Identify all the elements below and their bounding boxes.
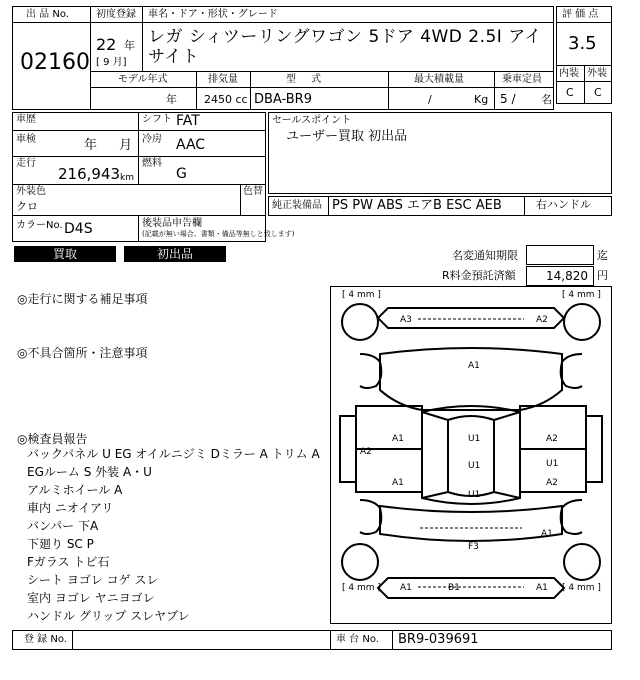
ac-label: 冷房 — [142, 134, 162, 145]
badge-first-listing: 初出品 — [124, 246, 226, 262]
exterior-label: 外装 — [587, 68, 607, 79]
report-line: 室内 ヨゴレ ヤニヨゴレ — [27, 591, 155, 605]
lot-number: 02160 — [20, 50, 90, 75]
transfer-deadline-suffix: 迄 — [597, 249, 608, 262]
reg-year-unit: 年 — [124, 39, 135, 52]
exterior-grade: C — [594, 86, 602, 99]
load-label: 最大積載量 — [414, 74, 464, 85]
type-value: DBA-BR9 — [254, 92, 312, 107]
score-value: 3.5 — [568, 33, 597, 54]
mark-roof-front: U1 — [468, 434, 481, 444]
left-step — [340, 416, 356, 482]
shift-label: シフト — [142, 114, 172, 125]
mark-right-rear-door: A2 — [546, 478, 558, 488]
tire-depth-br: [ 4 mm ] — [562, 583, 601, 593]
mark-left-fender: A2 — [360, 447, 372, 457]
tire-depth-bl: [ 4 mm ] — [342, 583, 381, 593]
report-line: ハンドル グリップ スレヤブレ — [27, 609, 190, 623]
shift-value: FAT — [176, 113, 200, 129]
fuel-label: 燃料 — [142, 158, 162, 169]
recycle-fee-value: 14,820 — [546, 269, 588, 283]
mark-roof-mid: U1 — [468, 461, 481, 471]
inspector-title: ◎検査員報告 — [17, 432, 88, 446]
inspection-value: 年 月 — [84, 138, 133, 153]
tire-depth-tl: [ 4 mm ] — [342, 290, 381, 300]
supplement-title: ◎走行に関する補足事項 — [17, 292, 148, 306]
recycle-fee-label: R料金預託済額 — [442, 269, 516, 282]
ext-color-value: クロ — [16, 200, 38, 213]
transfer-deadline-label: 名変通知期限 — [452, 249, 518, 262]
load-unit: Kg — [474, 93, 489, 106]
car-name: レガ シィツーリングワゴン 5ドア 4WD 2.5I アイサイト — [148, 27, 542, 67]
report-line: 下廻り SC P — [27, 537, 94, 551]
steering-value: 右ハンドル — [536, 198, 591, 211]
displacement-label: 排気量 — [208, 74, 238, 85]
mark-top-left: A3 — [400, 315, 412, 325]
model-year-label: モデル年式 — [118, 74, 168, 85]
repaint-label: 色替 — [243, 186, 263, 197]
mileage-unit: km — [120, 173, 134, 183]
report-line: バックパネル U EG オイルニジミ Dミラー A トリム A — [27, 447, 320, 461]
mark-roof-rear: U1 — [468, 490, 481, 500]
capacity-unit: 名 — [541, 93, 552, 106]
mark-left-rear-door: A1 — [392, 478, 404, 488]
report-line: アルミホイール A — [27, 483, 123, 497]
fuel-value: G — [176, 166, 187, 182]
report-line: シート ヨゴレ コゲ スレ — [27, 573, 159, 587]
first-reg-label: 初度登録 — [96, 9, 136, 20]
load-value: / — [428, 93, 432, 106]
wheel-front-left — [342, 304, 378, 340]
mileage-value: 216,943 — [58, 165, 121, 183]
tire-depth-tr: [ 4 mm ] — [562, 290, 601, 300]
report-line: バンパー 下A — [27, 519, 99, 533]
inspection-label: 車検 — [16, 134, 36, 145]
sales-point-value: ユーザー買取 初出品 — [286, 129, 408, 144]
type-label: 型 式 — [286, 74, 328, 85]
chassis-no: BR9-039691 — [398, 632, 479, 647]
transfer-deadline-box — [526, 245, 594, 265]
aftermarket-note: (記載が無い場合、書類・備品等無しと致します) — [142, 230, 295, 238]
reg-month: [ 9 月] — [96, 57, 127, 68]
model-year-unit: 年 — [166, 93, 177, 106]
car-damage-diagram — [330, 286, 612, 624]
report-line: Fガラス トビ石 — [27, 555, 110, 569]
badge-buyback: 買取 — [14, 246, 116, 262]
mark-hood: A1 — [468, 361, 480, 371]
reg-no-label: 登 録 No. — [24, 634, 67, 645]
sales-point-label: セールスポイント — [272, 115, 352, 126]
report-line: EGルーム S 外装 A・U — [27, 465, 152, 479]
capacity-value: 5 / — [500, 92, 516, 106]
footer-row — [12, 630, 612, 650]
mark-right-rear-quarter: A1 — [541, 529, 553, 539]
displacement-value: 2450 cc — [204, 93, 248, 106]
color-no-value: D4S — [64, 221, 93, 237]
mark-right-mid: U1 — [546, 459, 559, 469]
hood — [380, 348, 562, 410]
wheel-rear-left — [342, 544, 378, 580]
interior-grade: C — [566, 86, 574, 99]
lot-no-label: 出 品 No. — [26, 9, 69, 20]
right-step — [586, 416, 602, 482]
capacity-label: 乗車定員 — [502, 74, 542, 85]
mark-top-right: A2 — [536, 315, 548, 325]
score-label: 評 価 点 — [562, 9, 599, 20]
aftermarket-label: 後装品申告欄 — [142, 218, 202, 229]
report-line: 車内 ニオイアリ — [27, 501, 114, 515]
mark-right-front-door: A2 — [546, 434, 558, 444]
mileage-label: 走行 — [16, 158, 36, 169]
mark-bottom-center: B1 — [448, 583, 460, 593]
tailgate — [380, 506, 562, 541]
history-label: 車歴 — [16, 114, 36, 125]
mark-bottom-right: A1 — [536, 583, 548, 593]
interior-label: 内装 — [559, 68, 579, 79]
roof — [448, 416, 494, 496]
wheel-front-right — [564, 304, 600, 340]
defect-title: ◎不具合箇所・注意事項 — [17, 346, 148, 360]
car-name-label: 車名・ドア・形状・グレード — [148, 9, 278, 20]
wheel-rear-right — [564, 544, 600, 580]
chassis-label: 車 台 No. — [336, 634, 379, 645]
recycle-fee-unit: 円 — [597, 269, 608, 282]
equipment-label: 純正装備品 — [272, 200, 322, 211]
mark-left-front-door: A1 — [392, 434, 404, 444]
mark-bottom-left: A1 — [400, 583, 412, 593]
ext-color-label: 外装色 — [16, 186, 46, 197]
mark-tailgate: F3 — [468, 542, 479, 552]
equipment-value: PS PW ABS エアB ESC AEB — [332, 198, 502, 213]
reg-year: 22 — [96, 35, 117, 54]
ac-value: AAC — [176, 137, 206, 153]
color-no-label: カラーNo. — [16, 220, 63, 231]
